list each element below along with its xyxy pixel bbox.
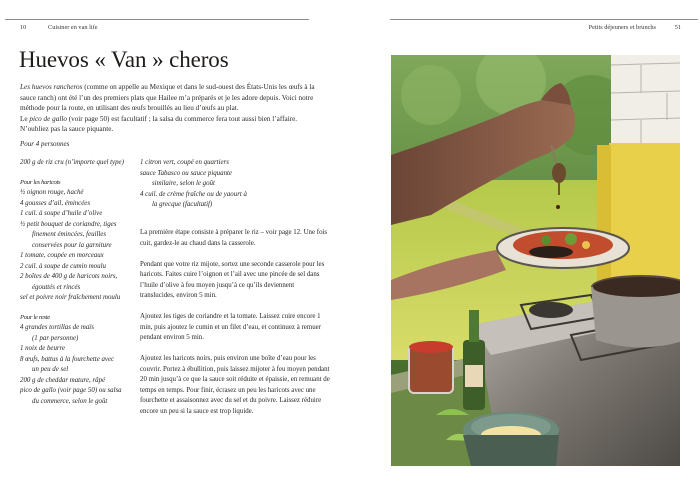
recipe-intro <box>20 82 320 135</box>
ingredient: du commerce, selon le goût <box>32 397 108 405</box>
running-header: Petits déjeuners et brunchs <box>588 24 656 31</box>
ingredient: 1 citron vert, coupé en quartiers <box>140 159 229 166</box>
ingredient: 200 g de riz cru (n’importe quel type) <box>20 159 124 166</box>
ingredient-list-extra <box>140 158 325 211</box>
method-step: Pendant que votre riz mijote, sortez une seconde casserole pour les haricots. Faites cuire l’oignon et l’ail avec une pincée de sel dans l’huile d’olive à feu moyen jusqu’à ce qu’ils deviennent translucides, environ 5 min. <box>140 260 325 299</box>
intro-italic: Les huevos rancheros <box>20 83 83 91</box>
ingredient: sel et poivre noir fraîchement moulu <box>20 294 121 301</box>
method-step: La première étape consiste à préparer le riz – voir page 12. Une fois cuit, gardez-le au chaud dans la casserole. <box>140 229 328 247</box>
ingredient: ½ oignon rouge, haché <box>20 189 84 196</box>
intro-paragraph <box>20 114 320 135</box>
ingredient-subheading: Pour le reste <box>20 313 50 321</box>
ingredient: 4 gousses d’ail, émincées <box>20 199 91 207</box>
running-header: Cuisiner en van life <box>48 24 98 31</box>
intro-text: Le <box>20 114 30 123</box>
header-rule <box>390 19 698 20</box>
ingredient: conservées pour la garniture <box>32 241 112 249</box>
intro-paragraph <box>20 82 320 114</box>
ingredient: un peu de sel <box>32 366 69 373</box>
ingredient: 1 tomate, coupée en morceaux <box>20 252 104 259</box>
photo-illustration <box>391 55 680 466</box>
ingredient: 4 grandes tortillas de maïs <box>20 324 94 331</box>
ingredient: ½ petit bouquet de coriandre, tiges <box>20 220 117 228</box>
intro-italic: pico de gallo <box>29 114 67 123</box>
intro-text: (voir page 50) est facultatif ; la salsa du commerce fera tout aussi bien l’affaire. N’oubliez pas la sauce piquante. <box>20 114 298 134</box>
page-number: 51 <box>674 24 681 31</box>
ingredient: (1 par personne) <box>32 334 79 342</box>
ingredient: 1 noix de beurre <box>20 345 66 352</box>
recipe-photo <box>391 55 680 466</box>
page-number: 10 <box>20 24 27 31</box>
ingredient: finement émincées, feuilles <box>32 231 107 238</box>
right-page <box>350 0 700 496</box>
ingredient: sauce Tabasco ou sauce piquante <box>140 169 232 177</box>
servings: Pour 4 personnes <box>20 140 70 148</box>
recipe-title: Huevos « Van » cheros <box>19 47 229 72</box>
intro-text: (comme on appelle au Mexique et dans le sud-ouest des États-Unis les œufs à la sauce ranch) ont été l’un des premiers plats que Hailee m’a préparés et je les adore depuis. Voici notre méthode pour la route, en utilisant des œufs brouillés au lieu d’œufs au plat. <box>20 83 315 113</box>
ingredient-list-rest <box>20 323 145 407</box>
method-step: Ajoutez les tiges de coriandre et la tomate. Laissez cuire encore 1 min, puis ajoutez le cumin et un filet d’eau, et continuez à remuer pendant environ 5 min. <box>140 313 322 341</box>
ingredient: 2 cuil. à soupe de cumin moulu <box>20 262 106 270</box>
ingredient: la grecque (facultatif) <box>152 201 213 208</box>
ingredient: 8 œufs, battus à la fourchette avec <box>20 355 115 363</box>
ingredient: 200 g de cheddar mature, râpé <box>20 376 106 384</box>
ingredient-list-beans <box>20 188 145 304</box>
ingredient: 1 cuil. à soupe d’huile d’olive <box>20 210 103 217</box>
ingredients-column <box>20 158 145 407</box>
method-steps <box>140 228 330 428</box>
ingredient: similaire, selon le goût <box>152 180 215 187</box>
ingredient-subheading: Pour les haricots <box>20 178 61 186</box>
ingredients-column-extra <box>140 158 325 211</box>
header-rule <box>5 19 309 20</box>
ingredient: 2 boîtes de 400 g de haricots noirs, <box>20 273 118 280</box>
ingredient: pico de gallo (voir page 50) ou salsa <box>20 387 122 394</box>
ingredient: égouttés et rincés <box>32 283 81 291</box>
ingredient: 4 cuil. de crème fraîche ou de yaourt à <box>140 190 247 198</box>
method-step: Ajoutez les haricots noirs, puis environ une boîte d’eau pour les couvrir. Portez à ébullition, puis laissez mijoter à feu moyen pendant 20 min jusqu’à ce que la sauce soit réduite et épaissie, en remuant de temps en temps. Pour finir, écrasez un peu les haricots avec une fourchette et assaisonnez avec du sel et du poivre. Laissez réduire encore un peu si la sauce est trop liquide. <box>140 355 330 415</box>
